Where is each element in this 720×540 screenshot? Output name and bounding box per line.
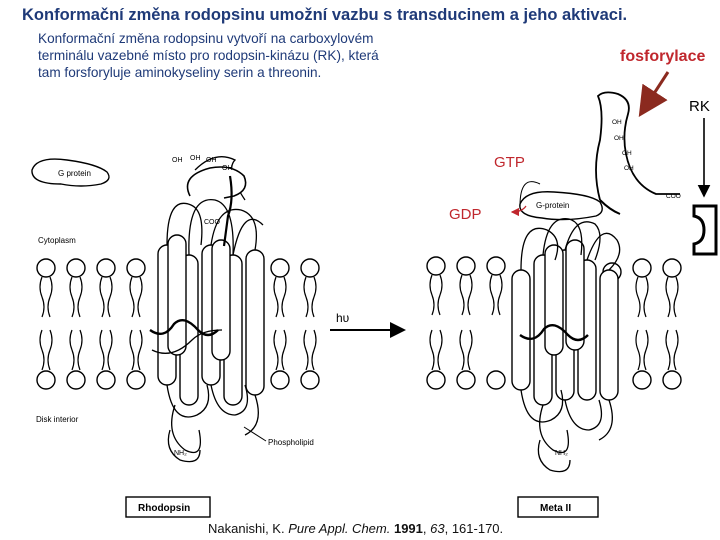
right-membrane-bottom bbox=[427, 371, 681, 389]
slide-title: Konformační změna rodopsinu umožní vazbu s transducinem a jeho aktivaci. bbox=[22, 6, 628, 24]
hv-label: hυ bbox=[336, 311, 350, 325]
description-line-2: terminálu vazebné místo pro rodopsin-kinázu (RK), která bbox=[38, 48, 379, 63]
citation-journal: Pure Appl. Chem. bbox=[288, 521, 391, 536]
rk-label: RK bbox=[689, 98, 710, 115]
gtp-label: GTP bbox=[494, 154, 525, 171]
description-line-3: tam forsforyluje aminokyseliny serin a threonin. bbox=[38, 65, 322, 80]
cytoplasm-label: Cytoplasm bbox=[38, 236, 76, 245]
fosforylace-arrow bbox=[642, 72, 668, 112]
left-rhodopsin-helices bbox=[158, 235, 264, 405]
citation: Nakanishi, K. Pure Appl. Chem. 1991, 63, 161-170. bbox=[208, 521, 504, 536]
citation-authors: Nakanishi, K. bbox=[208, 521, 285, 536]
g-protein-left-label: G protein bbox=[58, 169, 91, 178]
right-oh-2: OH bbox=[614, 135, 624, 142]
right-oh-4: OH bbox=[624, 165, 634, 172]
left-nh2: NH₂ bbox=[174, 450, 187, 457]
citation-volume: 63 bbox=[430, 521, 445, 536]
right-oh-3: OH bbox=[622, 150, 632, 157]
right-coo: COO bbox=[666, 193, 681, 200]
left-oh-1: OH bbox=[172, 157, 183, 164]
phospholipid-label: Phospholipid bbox=[268, 438, 314, 447]
rhodopsin-label: Rhodopsin bbox=[138, 503, 191, 514]
citation-year: 1991 bbox=[393, 521, 423, 536]
disk-interior-label: Disk interior bbox=[36, 415, 79, 424]
right-nh2: NH₂ bbox=[555, 450, 568, 457]
left-coo: COO bbox=[204, 219, 220, 226]
left-oh-4: OH bbox=[222, 165, 233, 172]
g-protein-right-label: G-protein bbox=[536, 201, 570, 210]
fosforylace-label: fosforylace bbox=[620, 48, 706, 65]
left-oh-3: OH bbox=[206, 157, 217, 164]
meta2-label: Meta II bbox=[540, 503, 572, 514]
description-line-1: Konformační změna rodopsinu vytvoří na carboxylovém bbox=[38, 31, 374, 46]
left-c-terminal-loop bbox=[188, 167, 246, 198]
citation-pages: , 161-170. bbox=[444, 521, 504, 536]
rk-kinase-shape bbox=[694, 206, 716, 254]
right-meta2-helices bbox=[512, 240, 618, 405]
left-oh-2: OH bbox=[190, 155, 201, 162]
right-oh-1: OH bbox=[612, 119, 622, 126]
right-c-terminal-tail bbox=[596, 92, 680, 200]
gdp-label: GDP bbox=[449, 206, 482, 223]
left-membrane-bottom bbox=[37, 371, 319, 389]
